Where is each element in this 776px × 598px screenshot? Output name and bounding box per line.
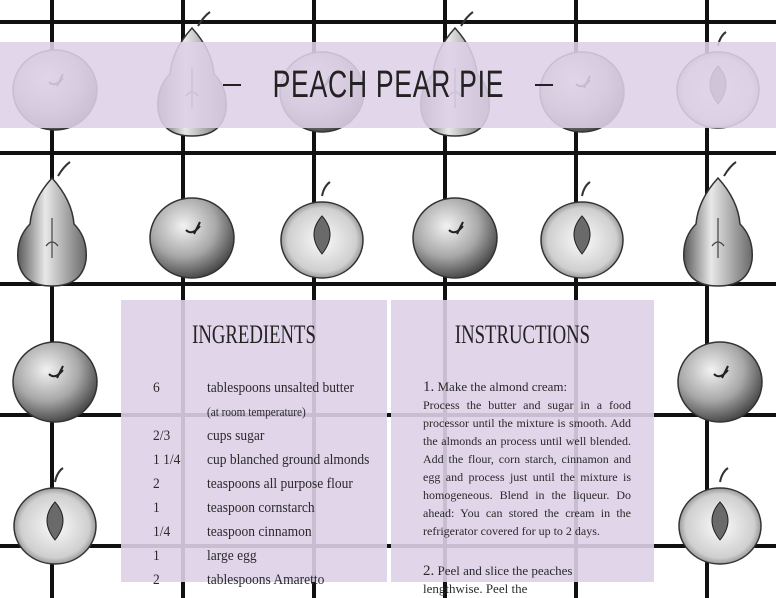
- ingredient-item: tablespoons Amaretto: [207, 572, 325, 588]
- apple-icon: [413, 198, 497, 278]
- ingredient-qty: 1 1/4: [153, 452, 181, 468]
- ingredient-row: [153, 376, 387, 400]
- step-title: [423, 562, 631, 598]
- instruction-step: [423, 378, 631, 540]
- ingredients-panel: [121, 300, 387, 588]
- pear-icon: [18, 162, 87, 286]
- ingredient-item: teaspoon cinnamon: [207, 524, 312, 540]
- ingredient-row: [153, 520, 387, 544]
- ingredient-item: teaspoons all purpose flour: [207, 476, 353, 492]
- ingredient-item: teaspoon cornstarch: [207, 500, 315, 516]
- step-title: [423, 378, 631, 396]
- title-banner: [0, 42, 776, 128]
- apple-half-icon: [281, 182, 363, 278]
- title-rule-right: [535, 84, 553, 86]
- step-title-text: Make the almond cream:: [437, 379, 568, 394]
- ingredient-row: [153, 496, 387, 520]
- apple-icon: [13, 342, 97, 422]
- step-body: Process the butter and sugar in a food processor until the mixture is smooth. Add the almonds an process until well blended. Add the flour, corn starch, cinnamon and egg and process just until the mixture is homogeneous. Blend in the liqueur. Do ahead: You can stored the cream in the refrigerator covered for up to 2 days.: [423, 398, 631, 538]
- ingredient-row: [153, 448, 387, 472]
- ingredient-row: [153, 544, 387, 568]
- title-rule-left: [223, 84, 241, 86]
- ingredient-item: tablespoons unsalted butter: [207, 380, 354, 396]
- apple-icon: [150, 198, 234, 278]
- ingredient-note: (at room temperature): [207, 405, 306, 419]
- ingredient-item: cup blanched ground almonds: [207, 452, 370, 468]
- page-title: PEACH PEAR PIE: [272, 63, 504, 106]
- ingredient-item: cups sugar: [207, 428, 265, 444]
- ingredient-qty: 2/3: [153, 428, 171, 444]
- ingredient-row: [153, 424, 387, 448]
- ingredient-qty: 1/4: [153, 524, 171, 540]
- pear-icon: [684, 162, 753, 286]
- ingredient-row: [153, 400, 387, 424]
- instructions-heading: INSTRUCTIONS: [454, 320, 591, 349]
- instruction-step: [423, 562, 631, 598]
- apple-half-icon: [14, 468, 96, 564]
- step-number: 1.: [423, 379, 435, 395]
- ingredient-qty: 2: [153, 572, 160, 588]
- ingredient-row: [153, 472, 387, 496]
- step-title-text: Peel and slice the peaches lengthwise. Peel the: [423, 563, 573, 596]
- apple-half-icon: [541, 182, 623, 278]
- ingredient-qty: 1: [153, 500, 160, 516]
- ingredient-qty: 2: [153, 476, 160, 492]
- ingredients-list: [153, 376, 387, 592]
- instructions-steps: [423, 378, 631, 598]
- apple-half-icon: [679, 468, 761, 564]
- ingredient-qty: 6: [153, 380, 160, 396]
- ingredient-qty: [153, 400, 202, 424]
- step-number: 2.: [423, 563, 435, 579]
- ingredient-qty: 1: [153, 548, 160, 564]
- ingredient-item: large egg: [207, 548, 257, 564]
- ingredients-heading: INGREDIENTS: [192, 320, 316, 349]
- apple-icon: [678, 342, 762, 422]
- instructions-panel: [391, 300, 654, 596]
- ingredient-row: [153, 568, 387, 592]
